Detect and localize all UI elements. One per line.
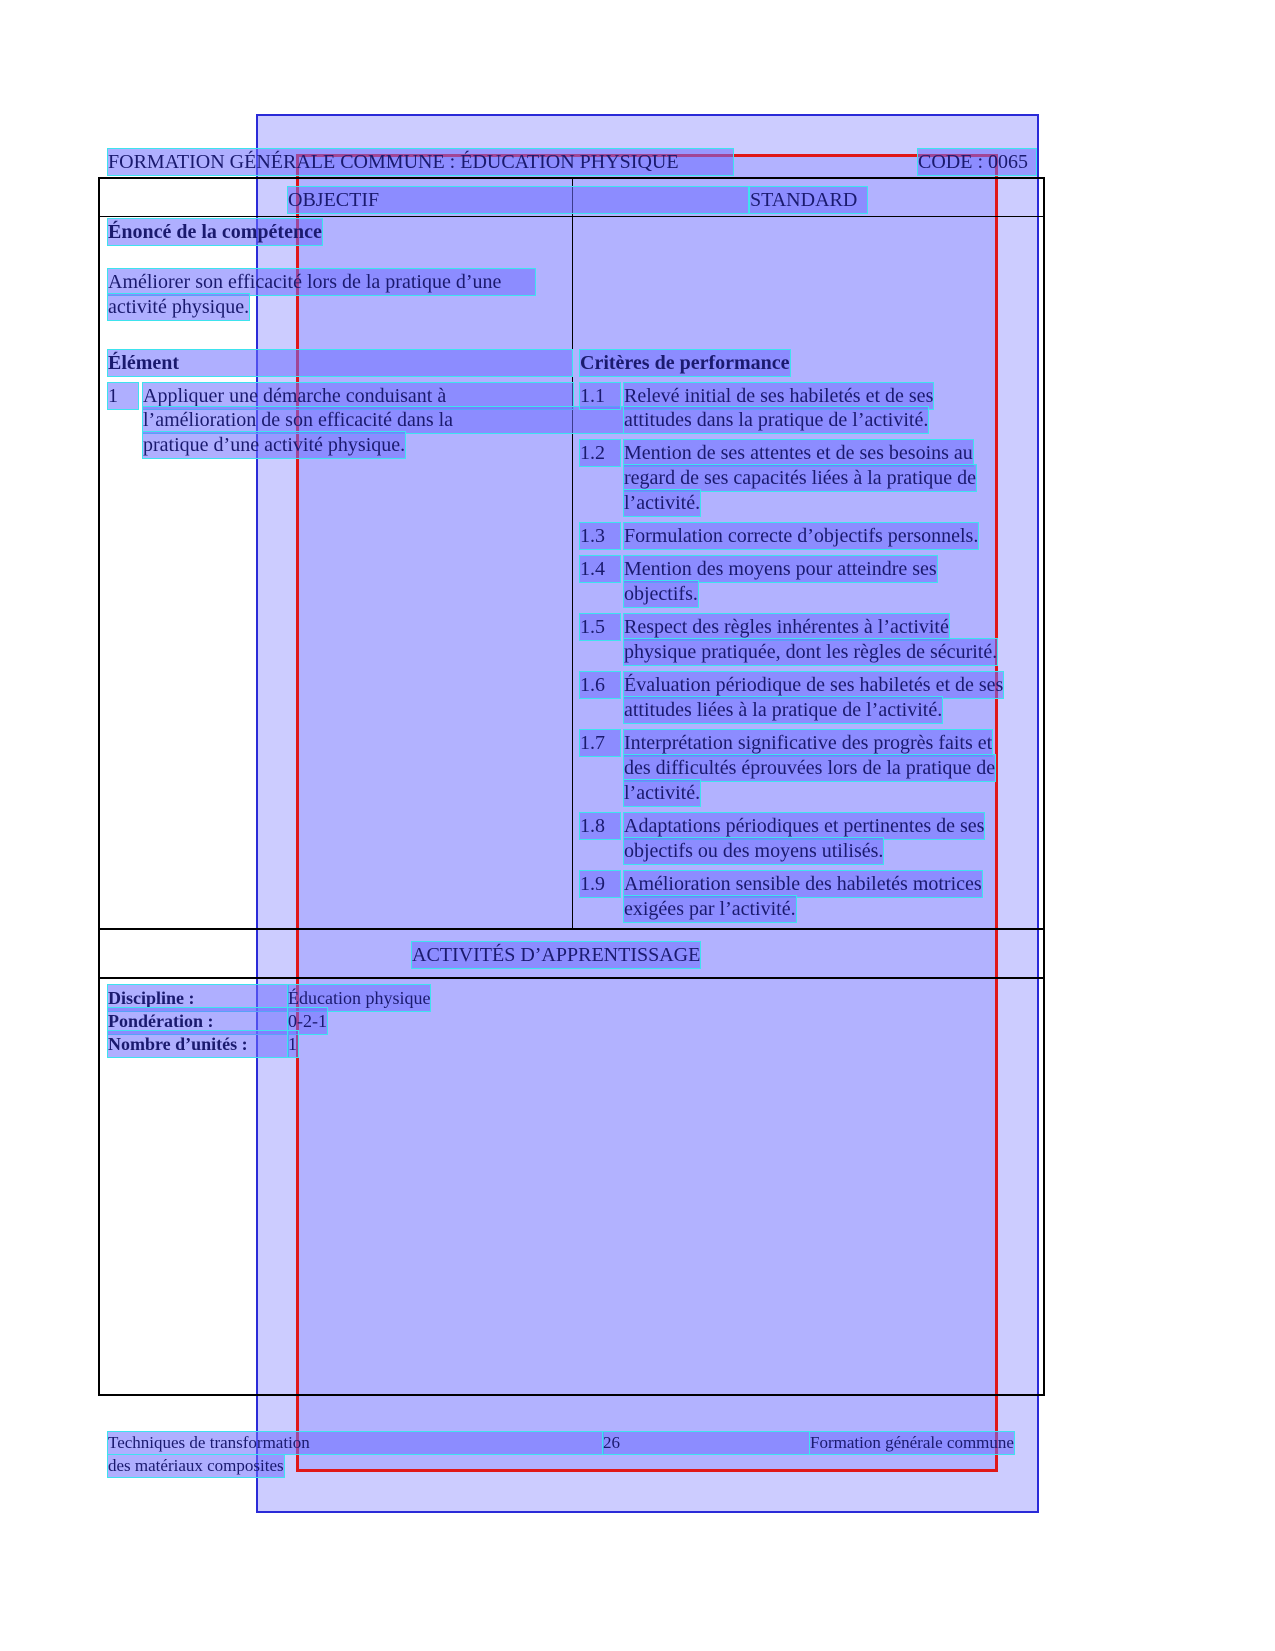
element-number: 1 xyxy=(108,383,138,409)
critere-number: 1.9 xyxy=(580,871,620,897)
critere-line: physique pratiquée, dont les règles de sécurité. xyxy=(624,641,998,663)
element-heading: Élément xyxy=(108,350,572,376)
critere-line: regard de ses capacités liées à la pratique de xyxy=(624,467,977,489)
critere-number: 1.3 xyxy=(580,523,620,549)
column-divider xyxy=(572,177,573,929)
critere-number: 1.8 xyxy=(580,813,620,839)
critere-line: Mention des moyens pour atteindre ses xyxy=(624,558,937,580)
critere-line: objectifs. xyxy=(624,583,698,605)
critere-line: Respect des règles inhérentes à l’activité xyxy=(624,616,949,638)
competence-line-2: activité physique. xyxy=(108,296,250,318)
table-border-right xyxy=(1043,177,1045,1396)
section-divider-bottom xyxy=(98,977,1045,979)
table-border-bottom xyxy=(98,1394,1045,1396)
critere-number: 1.1 xyxy=(580,383,620,409)
critere-number: 1.5 xyxy=(580,614,620,640)
critere-number: 1.6 xyxy=(580,672,620,698)
critere-line: l’activité. xyxy=(624,492,701,514)
critere-line: Adaptations périodiques et pertinentes de ses xyxy=(624,815,985,837)
section-divider-top xyxy=(98,928,1045,930)
standard-header: STANDARD xyxy=(750,187,867,213)
critere-line: des difficultés éprouvées lors de la pratique de xyxy=(624,757,996,779)
course-code: CODE : 0065 xyxy=(918,149,1036,175)
critere-number: 1.2 xyxy=(580,440,620,466)
discipline-label: Discipline : xyxy=(108,985,288,1011)
critere-line: Relevé initial de ses habiletés et de ses xyxy=(624,385,934,407)
unites-label: Nombre d’unités : xyxy=(108,1031,288,1057)
critere-line: Mention de ses attentes et de ses besoins au xyxy=(624,442,973,464)
critere-line: attitudes dans la pratique de l’activité. xyxy=(624,409,929,431)
critere-line: Interprétation significative des progrès faits et xyxy=(624,732,993,754)
competence-line-1: Améliorer son efficacité lors de la pratique d’une xyxy=(108,269,535,295)
footer-page-number: 26 xyxy=(603,1432,809,1454)
critere-line: Formulation correcte d’objectifs personnels. xyxy=(624,525,979,547)
page-title: FORMATION GÉNÉRALE COMMUNE : ÉDUCATION PHYSIQUE xyxy=(108,149,733,175)
critere-line: l’activité. xyxy=(624,782,701,804)
footer-program-line-2: des matériaux composites xyxy=(108,1456,284,1475)
element-line-1: Appliquer une démarche conduisant à xyxy=(143,383,573,409)
table-border-left xyxy=(98,177,100,1396)
discipline-value: Éducation physique xyxy=(288,985,430,1011)
objectif-label: OBJECTIF xyxy=(288,189,380,211)
unites-value: 1 xyxy=(288,1031,298,1057)
critere-line: exigées par l’activité. xyxy=(624,898,796,920)
ponderation-label: Pondération : xyxy=(108,1008,288,1034)
objectif-header xyxy=(288,187,748,213)
footer-program-line-1: Techniques de transformation xyxy=(108,1432,603,1454)
critere-number: 1.7 xyxy=(580,730,620,756)
activites-heading: ACTIVITÉS D’APPRENTISSAGE xyxy=(412,944,701,966)
critere-line: Évaluation périodique de ses habiletés et de ses xyxy=(624,674,1004,696)
critere-line: Amélioration sensible des habiletés motrices xyxy=(624,873,982,895)
criteres-heading: Critères de performance xyxy=(580,352,790,374)
critere-number: 1.4 xyxy=(580,556,620,582)
ponderation-value: 0-2-1 xyxy=(288,1008,327,1034)
element-line-2: l’amélioration de son efficacité dans la xyxy=(143,407,623,433)
critere-line: objectifs ou des moyens utilisés. xyxy=(624,840,884,862)
critere-line: attitudes liées à la pratique de l’activité. xyxy=(624,699,943,721)
element-line-3: pratique d’une activité physique. xyxy=(143,434,406,456)
competence-heading: Énoncé de la compétence xyxy=(108,221,322,243)
footer-section: Formation générale commune xyxy=(810,1433,1014,1452)
